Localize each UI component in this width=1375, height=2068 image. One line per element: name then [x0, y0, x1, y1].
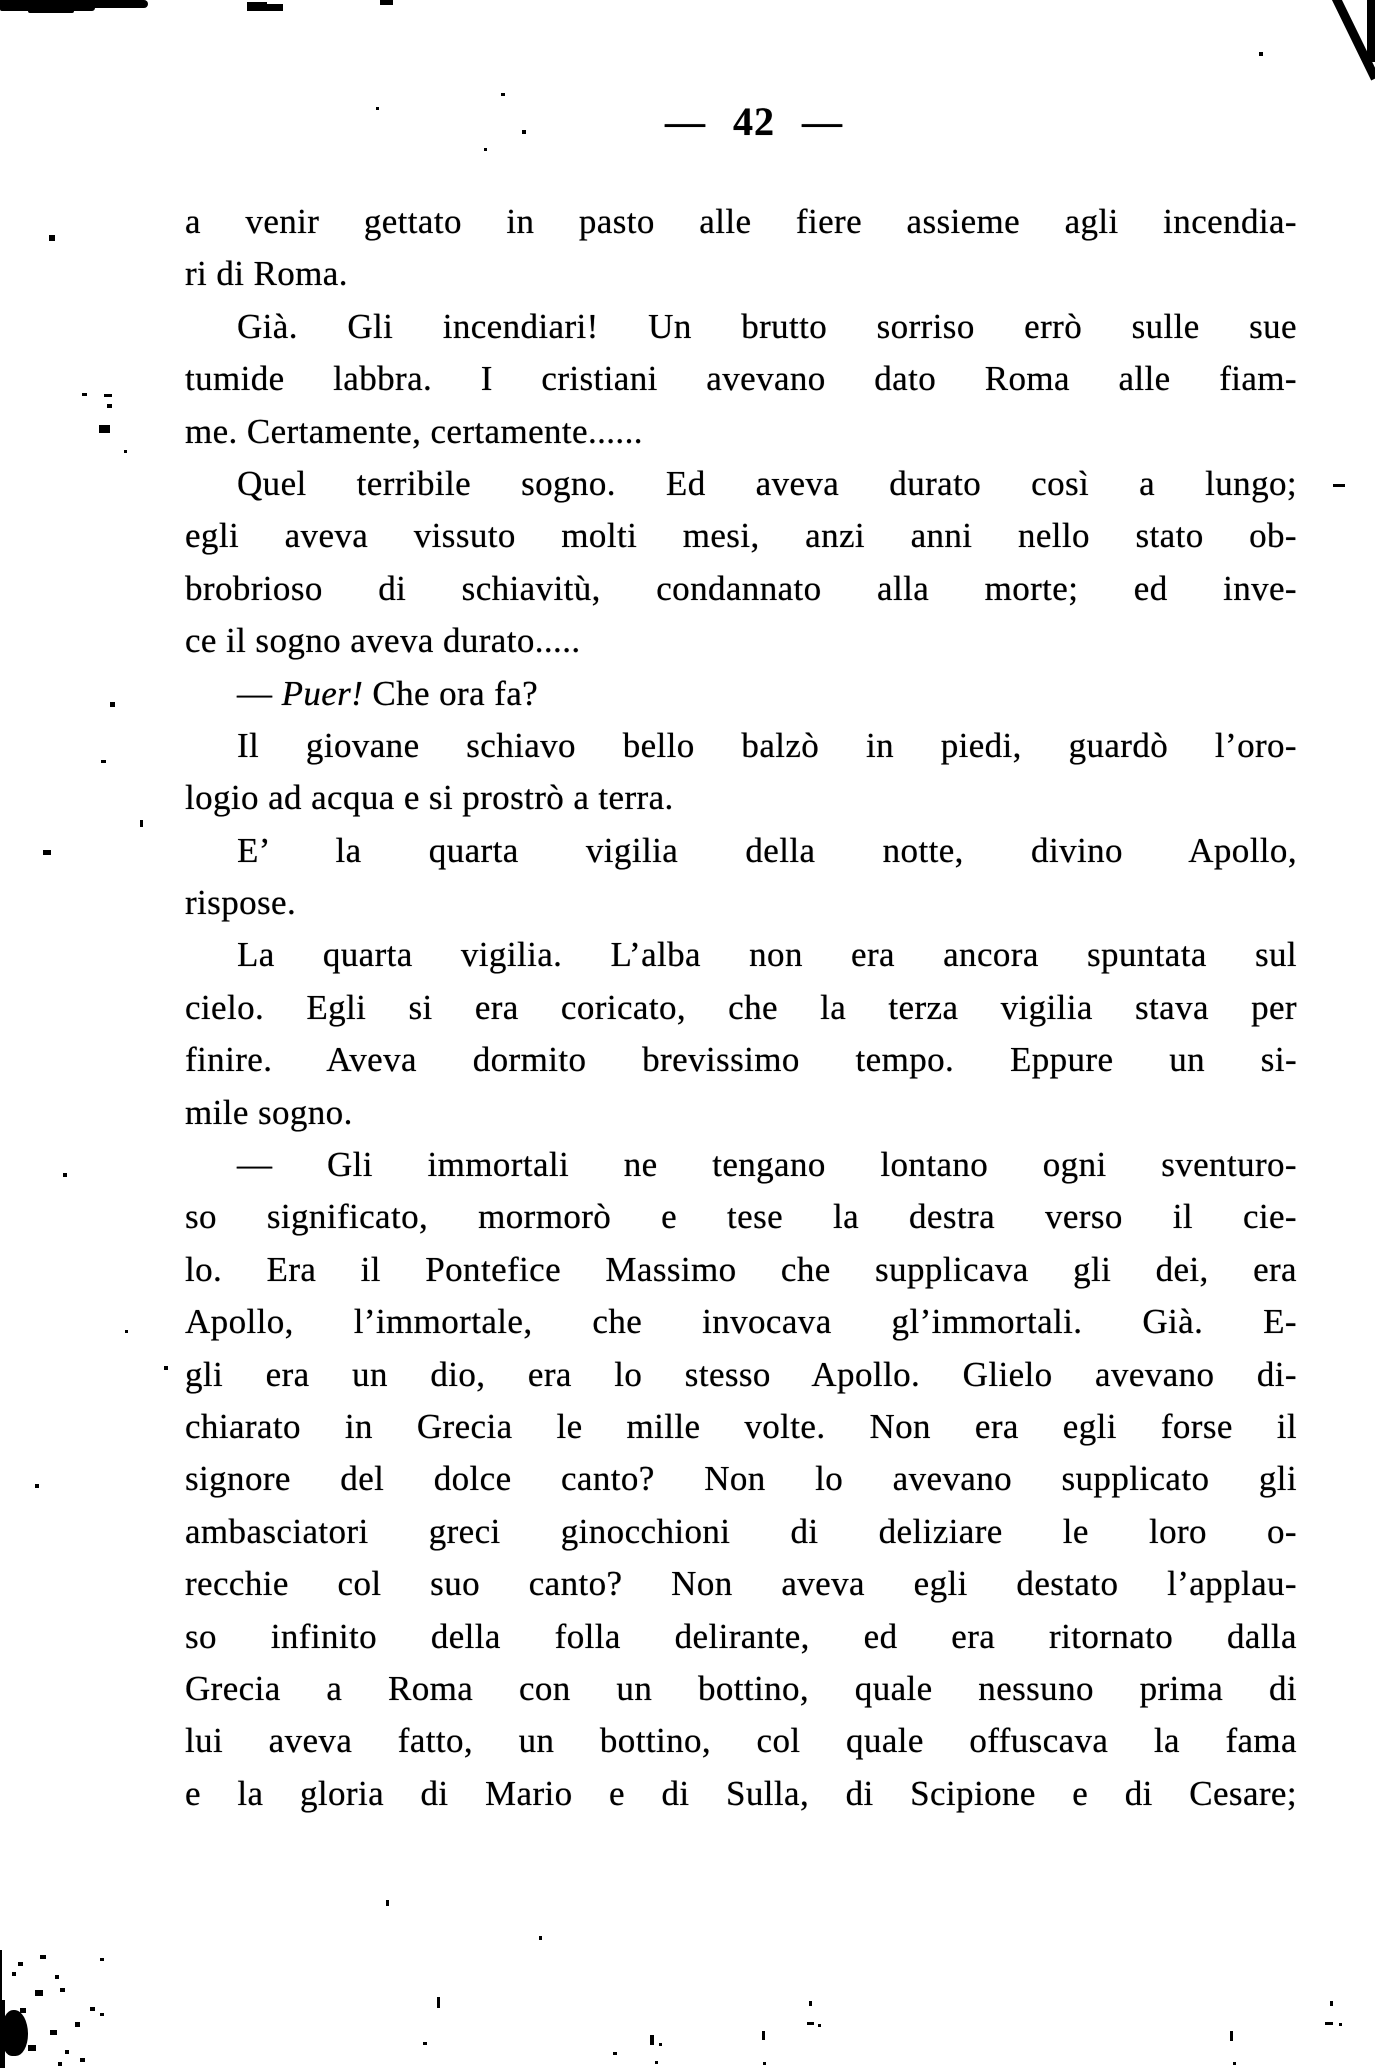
ink-speck	[613, 2052, 617, 2055]
ink-speck	[818, 2024, 821, 2027]
text-line	[185, 615, 1297, 667]
ink-speck	[125, 1330, 128, 1333]
ink-speck	[763, 2062, 766, 2065]
ink-speck	[40, 1955, 46, 1959]
ink-speck	[140, 820, 143, 827]
ink-speck	[380, 0, 393, 5]
text-segment: Quel terribile sogno. Ed aveva durato così a lungo;	[237, 463, 1297, 503]
ink-speck	[28, 2045, 36, 2051]
text-segment: ambasciatori greci ginocchioni di deliziare le loro o-	[185, 1511, 1297, 1551]
ink-speck	[267, 4, 283, 11]
text-segment: — Gli immortali ne tengano lontano ogni sventuro-	[237, 1145, 1297, 1185]
text-segment: E’ la quarta vigilia della notte, divino Apollo,	[237, 830, 1297, 870]
ink-speck	[1230, 2031, 1233, 2041]
text-block	[185, 196, 1297, 1820]
ink-speck	[90, 2007, 95, 2011]
latin-word-italic: Puer!	[281, 673, 364, 713]
ink-speck	[49, 235, 55, 241]
text-segment: me. Certamente, certamente......	[185, 411, 643, 451]
text-line	[185, 196, 1297, 248]
text-line	[185, 1349, 1297, 1401]
ink-speck	[99, 425, 110, 433]
ink-speck	[659, 2043, 662, 2046]
text-line	[185, 1558, 1297, 1610]
ink-speck	[20, 2008, 26, 2013]
text-segment: logio ad acqua e si prostrò a terra.	[185, 778, 674, 818]
ink-speck	[807, 2022, 814, 2025]
text-line	[185, 248, 1297, 300]
text-line	[185, 982, 1297, 1034]
text-line	[185, 1139, 1297, 1191]
text-segment: so infinito della folla delirante, ed era ritornato dalla	[185, 1616, 1297, 1656]
ink-speck	[247, 2, 267, 11]
text-line	[185, 720, 1297, 772]
text-segment: Già. Gli incendiari! Un brutto sorriso errò sulle sue	[237, 306, 1297, 346]
text-segment: lo. Era il Pontefice Massimo che supplicava gli dei, era	[185, 1249, 1297, 1289]
ink-speck	[35, 1484, 39, 1488]
ink-speck	[12, 1972, 16, 1976]
text-segment: ce il sogno aveva durato.....	[185, 621, 581, 661]
text-segment: e la gloria di Mario e di Sulla, di Scipione e di Cesare;	[185, 1773, 1297, 1813]
text-line	[185, 1296, 1297, 1348]
ink-speck	[650, 2035, 654, 2045]
text-segment: tumide labbra. I cristiani avevano dato Roma alle fiam-	[185, 359, 1297, 399]
ink-speck	[376, 107, 379, 110]
text-line	[185, 1663, 1297, 1715]
scan-edge-bar	[1367, 0, 1375, 62]
ink-speck	[1333, 484, 1345, 487]
text-line	[185, 668, 1297, 720]
text-segment: recchie col suo canto? Non aveva egli destato l’applau-	[185, 1564, 1297, 1604]
text-segment: lui aveva fatto, un bottino, col quale offuscava la fama	[185, 1721, 1297, 1761]
ink-speck	[100, 1958, 104, 1961]
ink-speck	[1233, 2062, 1236, 2065]
ink-speck	[423, 2042, 427, 2045]
ink-speck	[104, 394, 112, 397]
text-line	[185, 772, 1297, 824]
text-segment: chiarato in Grecia le mille volte. Non era egli forse il	[185, 1406, 1297, 1446]
ink-speck	[107, 404, 112, 408]
ink-speck	[65, 2050, 69, 2054]
ink-speck	[1259, 52, 1263, 56]
text-line	[185, 1034, 1297, 1086]
text-line	[185, 1401, 1297, 1453]
text-line	[185, 458, 1297, 510]
text-line	[185, 1768, 1297, 1820]
text-segment: Grecia a Roma con un bottino, quale nessuno prima di	[185, 1668, 1297, 1708]
ink-speck	[50, 2030, 57, 2035]
scan-smudge-bottom-left	[2, 2010, 28, 2056]
ink-speck	[82, 393, 87, 396]
ink-speck	[484, 148, 487, 151]
text-line	[185, 1191, 1297, 1243]
ink-speck	[501, 93, 505, 96]
ink-speck	[55, 1975, 59, 1979]
ink-speck	[809, 2001, 812, 2006]
ink-speck	[80, 2058, 85, 2062]
text-segment: gli era un dio, era lo stesso Apollo. Glielo avevano di-	[185, 1354, 1297, 1394]
text-line	[185, 1715, 1297, 1767]
text-line	[185, 1087, 1297, 1139]
ink-speck	[655, 2061, 658, 2064]
ink-speck	[18, 1962, 23, 1966]
text-segment: brobrioso di schiavitù, condannato alla morte; ed inve-	[185, 568, 1297, 608]
ink-speck	[43, 850, 51, 855]
ink-speck	[539, 1936, 542, 1940]
text-line	[185, 406, 1297, 458]
text-line	[185, 1453, 1297, 1505]
ink-speck	[1330, 2001, 1333, 2006]
text-segment: Il giovane schiavo bello balzò in piedi, guardò l’oro-	[237, 725, 1297, 765]
ink-speck	[164, 1366, 168, 1370]
text-segment: ri di Roma.	[185, 254, 348, 294]
ink-speck	[124, 450, 127, 453]
ink-speck	[58, 2062, 62, 2066]
text-line	[185, 1244, 1297, 1296]
text-line	[185, 877, 1297, 929]
ink-speck	[60, 1988, 65, 1992]
ink-speck	[100, 2013, 104, 2016]
ink-speck	[522, 130, 526, 134]
ink-speck	[101, 760, 106, 763]
text-line	[185, 1506, 1297, 1558]
ink-speck	[75, 2022, 80, 2027]
text-segment: cielo. Egli si era coricato, che la terza vigilia stava per	[185, 987, 1297, 1027]
ink-speck	[1325, 2022, 1333, 2025]
ink-speck	[386, 1900, 389, 1906]
text-line	[185, 563, 1297, 615]
text-segment: Che ora fa?	[363, 673, 539, 713]
text-line	[185, 825, 1297, 877]
text-line	[185, 1611, 1297, 1663]
ink-speck	[1339, 2023, 1342, 2026]
scan-smudge-bottom-left	[0, 1950, 2, 2002]
text-line	[185, 510, 1297, 562]
text-segment: —	[237, 673, 282, 713]
text-segment: finire. Aveva dormito brevissimo tempo. Eppure un si-	[185, 1040, 1297, 1080]
ink-speck	[63, 1173, 67, 1177]
text-segment: egli aveva vissuto molti mesi, anzi anni nello stato ob-	[185, 516, 1297, 556]
text-segment: so significato, mormorò e tese la destra verso il cie-	[185, 1197, 1297, 1237]
text-segment: a venir gettato in pasto alle fiere assieme agli incendia-	[185, 202, 1297, 241]
page-number: — 42 —	[665, 99, 843, 144]
ink-speck	[437, 1997, 440, 2008]
text-segment: signore del dolce canto? Non lo avevano supplicato gli	[185, 1459, 1297, 1499]
text-line	[185, 353, 1297, 405]
text-line	[185, 929, 1297, 981]
ink-speck	[762, 2031, 765, 2040]
scan-smudge-top-left	[28, 9, 74, 13]
text-segment: mile sogno.	[185, 1092, 353, 1132]
text-segment: Apollo, l’immortale, che invocava gl’immortali. Già. E-	[185, 1302, 1297, 1342]
text-segment: rispose.	[185, 883, 297, 923]
ink-speck	[110, 702, 115, 707]
text-line	[185, 301, 1297, 353]
text-segment: La quarta vigilia. L’alba non era ancora spuntata sul	[237, 935, 1297, 975]
ink-speck	[35, 1990, 43, 1996]
